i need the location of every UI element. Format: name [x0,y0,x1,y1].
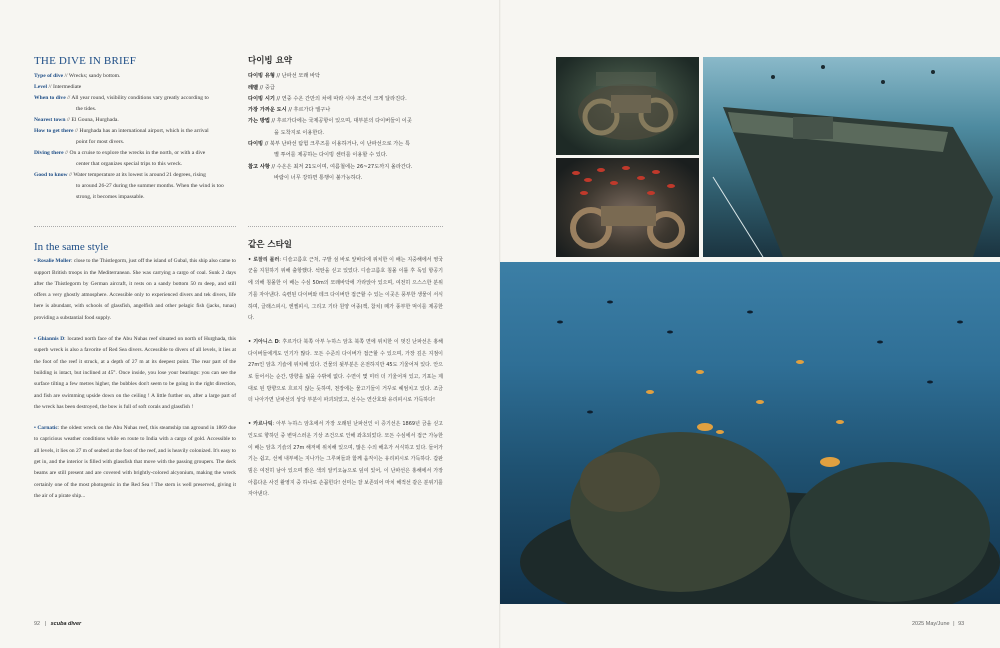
brief-item-sep: // [63,73,69,79]
brief-title: THE DIVE IN BRIEF [34,55,137,67]
brief-item [248,83,443,94]
brief-item-sep: // [47,84,53,90]
page-number-right: 93 [958,621,965,627]
brief-item [34,82,236,93]
brief-item-sep: // [286,107,294,114]
brief-item [248,162,443,173]
wreck-name: • Carnatic [34,425,58,432]
reef-fish-photo [500,262,1000,604]
brief-item-sep: // [67,172,74,178]
left-footer: 92 | scuba diver [34,621,82,627]
brief-item-continuation: point for most divers. [76,139,125,145]
dive-brief-en [34,56,236,203]
same-style-en [34,242,236,512]
brief-item-text: El Gouna, Hurghada. [71,117,119,123]
wreck-description: : the oldest wreck on the Abu Nuhas reef, this steamship ran aground in 1869 due to capricious weather conditions while en route to India with a cargo of gold. Accessible to all levels, it lies on 27 m of seabed at the foot of the reef, and is heavily colonized. It's easy to get in, and the interior is filled with glassfish that move with the passing groupers. The deck beams are still present and are covered with brightly-colored alcyonium, making the wreck certainly one of the most photogenic in the Red Sea ! The stern is well preserved, giving it the air of a pirate ship... [34,425,236,499]
brief-item-text: 연중 수온 간만의 차에 따라 시야 조건이 크게 달라진다. [281,95,407,102]
brief-item-text: 후르가다에는 국제공항이 있으며, 대부분의 다이버들이 이곳 [276,118,412,125]
brief-item-continuation: 별 투어를 제공하는 다이빙 센터를 이용할 수 있다. [274,152,388,159]
brief-item [34,93,236,104]
wreck-name: • 로잘리 몰러 [248,256,280,263]
style-paragraph [248,419,443,501]
brief-item-sep: // [65,95,72,101]
style-paragraph [34,256,236,324]
divider [34,226,236,227]
brief-item-sep: // [274,95,282,102]
brief-item-label: When to dive [34,95,66,101]
ko-style-list [248,255,443,501]
page-number-left: 92 [34,621,41,627]
wreck-name: • Ghiannis D [34,336,65,343]
brief-item-label: 다이빙 유형 [248,73,275,80]
brief-item-text: 북부 난파선 탐험 크루즈를 이용하거나, 이 난파선으로 가는 특 [269,141,410,148]
brief-item [34,170,236,181]
brief-item [248,105,443,116]
brief-item [34,148,236,159]
brief-item-continuation: 을 도착지로 이용한다. [274,129,325,136]
wreck-description: : 후르가다 북쪽 아부 누하스 암초 북쪽 면에 위치한 이 멋진 난파선은 홍해 다이버들에게도 인기가 많다. 모든 수준의 다이버가 접근할 수 있으며, 가장 깊은 지점이 27m인 암초 기슭에 위치해 있다. 건물의 뒷부분은 온전하지만 45도 기울어져 있다. 안으로 들어서는 순간, 방향을 잃을 수밖에 없다. 수면이 몇 미터 더 기울어져 있고, 기포는 제대로 된 방향으로 흐르지 않는 듯하며, 천장에는 물고기들이 거꾸로 헤엄치고 있다. 조금 더 나아가면 난파선의 상당 부분이 파괴되었고, 선수는 연산호와 유리피시로 가득하다! [248,338,443,404]
brief-item [248,94,443,105]
brief-list [34,71,236,203]
right-footer: 2025 May/June | 93 [912,621,965,627]
brand-logo: scuba diver [50,621,82,627]
brief-item-sep: // [73,128,80,134]
brief-item-label: Nearest town [34,117,66,123]
brief-item-text: 난파선 모래 바닥 [281,73,321,80]
brief-item-sep: // [258,84,265,91]
brief-item-text: Hurghada has an international airport, which is the arrival [79,128,209,134]
brief-item-label: Level [34,84,48,90]
brief-item [248,71,443,82]
brief-item-sep: // [63,150,70,156]
brief-item-label: 레벨 [248,84,259,91]
wreck-description: : 디슬고름호 근처, 구발 섬 바로 앞바다에 위치한 이 배는 지중해에서 영국군을 지원하기 위해 출항했다. 석탄을 싣고 있었다. 디슬고름호 침몰 이틀 후 독일 항공기에 의해 침몰한 이 배는 수심 50m의 모래바닥에 가라앉아 있으며, 여전히 으스스한 분위기를 자아낸다. 숙련된 다이버와 테크 다이버만 접근할 수 있는 이곳은 풍부한 생물이 서식하며, 글래스피시, 엔젤피시, 그리고 기타 원양 어종(잭, 참치) 떼가 풍부한 먹이를 제공한다. [248,256,443,322]
brief-item-sep: // [269,118,277,125]
brief-item-label: How to get there [34,128,74,134]
brief-item-label: Diving there [34,150,64,156]
wreck-name: • Rosalie Moller [34,258,71,265]
wreck-name: • 기아니스 D [248,338,279,345]
brief-item [34,71,236,82]
brief-item [34,115,236,126]
brief-item [34,126,236,137]
style-paragraph [34,423,236,502]
wreck-name: • 카르나틱 [248,421,273,428]
issue-date: 2025 May/June [912,621,950,627]
style-title: In the same style [34,241,109,253]
brief-item-text: Wrecks; sandy bottom. [68,73,121,79]
ko-style-title: 같은 스타일 [248,240,293,250]
brief-item-sep: // [269,163,277,170]
style-list [34,256,236,502]
brief-item-continuation: center that organizes special trips to this wreck. [76,161,183,167]
wreck-motorcycles-photo [556,57,699,155]
brief-item-sep: // [263,141,270,148]
brief-item-text: 중급 [264,84,275,91]
brief-item-label: 가는 방법 [248,118,270,125]
brief-item [248,139,443,150]
same-style-ko [248,240,443,513]
brief-item-text: All year round, visibility conditions vary greatly according to [71,95,209,101]
brief-item [248,116,443,127]
style-paragraph [248,337,443,407]
brief-item-label: 다이빙 [248,141,264,148]
brief-item-sep: // [274,73,282,80]
dive-brief-ko [248,56,443,184]
brief-item-text: Water temperature at its lowest is around 21 degrees, rising [73,172,206,178]
brief-item-sep: // [65,117,72,123]
brief-item-text: 수온은 최저 21도이며, 여름철에는 26~27도까지 올라간다. [276,163,413,170]
brief-item-continuation: the tides. [76,106,97,112]
brief-item-continuation: 바람이 너무 강하면 통행이 불가능하다. [274,174,363,181]
style-paragraph [34,334,236,413]
brief-item-label: Good to know [34,172,68,178]
brief-item-continuation: to around 26-27 during the summer months. When the wind is too strong, it becomes impassable. [76,183,224,200]
wreck-motorcycle-fish-photo [556,158,699,257]
brief-item-text: On a cruise to explore the wrecks in the north, or with a dive [69,150,206,156]
ko-brief-title: 다이빙 요약 [248,56,293,66]
brief-item-text: 후르가다 엘구나 [293,107,331,114]
brief-item-label: 다이빙 시기 [248,95,275,102]
brief-item-label: Type of dive [34,73,64,79]
wreck-description: : close to the Thistlegorm, just off the island of Gubal, this ship also came to support British troops in the Mediterranean. She was carrying a cargo of coal. Sunk 2 days after the Thistlegorm by German aircraft, it rests on a sandy bottom 50 m deep, and still offers a very ghostly atmosphere. Accessible only to experienced divers and tek divers, life here is abundant, with schools of glassfish, angelfish and other pelagic fish (jacks, tunas) providing a substantial food supply. [34,258,236,321]
brief-item-label: 가장 가까운 도시 [248,107,287,114]
brief-item-label: 참고 사항 [248,163,270,170]
divider [248,226,443,227]
wreck-description: : 아부 누하스 암초에서 가장 오래된 난파선인 이 증기선은 1869년 금을 싣고 인도로 향하던 중 변덕스러운 기상 조건으로 인해 좌초되었다. 모든 수심에서 접근 가능한 이 배는 암초 기슭의 27m 해저에 위치해 있으며, 많은 수의 해초가 서식하고 있다. 들어가기는 쉽고, 선체 내부에는 지나가는 그루퍼들과 함께 움직이는 유리피시로 가득하다. 갑판 빔은 여전히 남아 있으며 밝은 색의 알키오늄으로 덮여 있어, 이 난파선은 홍해에서 가장 아름다운 사진 촬영지 중 하나로 손꼽힌다! 선미는 잘 보존되어 마치 해적선 같은 분위기를 자아낸다. [248,421,443,498]
ko-brief-list [248,71,443,184]
style-paragraph [248,255,443,325]
wreck-description: : located north face of the Abu Nuhas reef situated on north of Hurghada, this superb wreck is also a favorite of Red Sea divers. Accessible to divers of all levels, it lies at the foot of the reef it struck, at a depth of 27 m at its deepest point. The rear part of the building is intact, but inclined at 45°. Once inside, you lose your bearings: you can see the surface tilting a few metres higher, the bubbles don't seem to be going in the right direction, and fish are swimming upside down on the ceiling ! A little further on, after a large part of the wreck has been destroyed, the bow is full of soft corals and glassfish ! [34,336,237,410]
brief-item-text: Intermediate [52,84,82,90]
wreck-deck-photo [703,57,1000,257]
